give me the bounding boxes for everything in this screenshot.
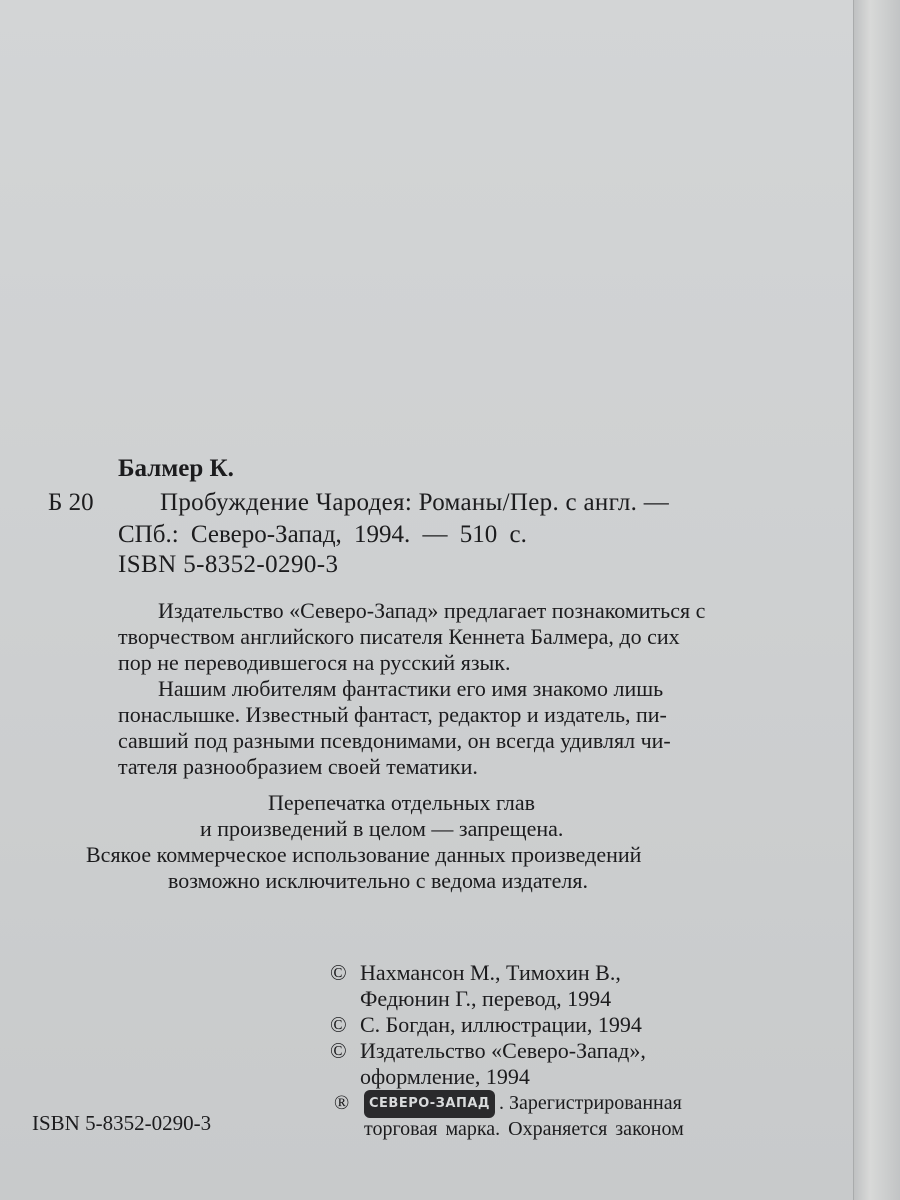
annotation-line: понаслышке. Известный фантаст, редактор и издатель, пи- (118, 702, 667, 727)
copyright-illustrations (330, 1012, 642, 1038)
notice-line: Всякое коммерческое использование данных произведений (86, 842, 642, 867)
registered-icon: ® (334, 1092, 350, 1114)
trademark-text: . Зарегистрированная (499, 1092, 682, 1114)
copyright-text: Федюнин Г., перевод, 1994 (360, 986, 612, 1011)
copyright-text: С. Богдан, иллюстрации, 1994 (360, 1012, 642, 1037)
annotation-line: творчеством английского писателя Кеннета Балмера, до сих (118, 624, 680, 649)
copyright-text: Издательство «Северо-Запад», (360, 1038, 646, 1063)
copyright-text: оформление, 1994 (360, 1064, 530, 1089)
copyright-icon: © (330, 1038, 347, 1063)
annotation-line: пор не переводившегося на русский язык. (118, 650, 511, 675)
copyright-text: Нахмансон М., Тимохин В., (360, 960, 621, 985)
trademark-line (334, 1090, 682, 1118)
notice-line: и произведений в целом — запрещена. (200, 816, 564, 841)
publisher-line: СПб.: Северо-Запад, 1994. — 510 с. (118, 521, 527, 548)
annotation-line: тателя разнообразием своей тематики. (118, 754, 478, 779)
classification-code: Б 20 (48, 489, 94, 516)
isbn-line: ISBN 5-8352-0290-3 (118, 551, 339, 578)
trademark-text: торговая марка. Охраняется законом (364, 1118, 684, 1140)
copyright-icon: © (330, 960, 347, 985)
footer-isbn: ISBN 5-8352-0290-3 (32, 1111, 212, 1135)
copyright-design (330, 1038, 646, 1064)
publisher-logo: СЕВЕРО-ЗАПАД (364, 1090, 495, 1118)
author-name: Балмер К. (118, 455, 234, 482)
notice-line: Перепечатка отдельных глав (268, 790, 535, 815)
notice-line: возможно исключительно с ведома издателя. (168, 868, 589, 893)
copyright-translation (330, 960, 621, 986)
next-page-edge (853, 0, 900, 1200)
copyright-icon: © (330, 1012, 347, 1037)
annotation-line: савший под разными псевдонимами, он всегда удивлял чи- (118, 728, 671, 753)
annotation-line: Нашим любителям фантастики его имя знакомо лишь (158, 676, 664, 701)
annotation-line: Издательство «Северо-Запад» предлагает познакомиться с (158, 598, 706, 623)
book-title-line: Пробуждение Чародея: Романы/Пер. с англ. — (160, 489, 670, 516)
